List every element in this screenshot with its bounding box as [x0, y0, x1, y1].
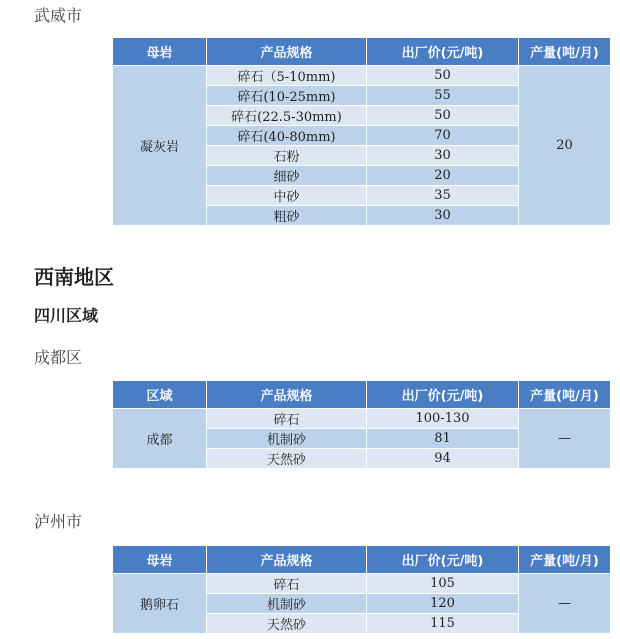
price-cell: 70 — [367, 126, 519, 146]
table-header-row — [113, 546, 611, 574]
column-header: 出厂价(元/吨) — [367, 38, 519, 66]
output-cell: 20 — [519, 66, 611, 226]
table-row — [113, 66, 611, 86]
price-cell: 81 — [367, 429, 519, 449]
product-spec-cell: 碎石(22.5-30mm) — [207, 106, 367, 126]
product-spec-cell: 中砂 — [207, 186, 367, 206]
price-cell: 20 — [367, 166, 519, 186]
product-spec-cell: 碎石(10-25mm) — [207, 86, 367, 106]
price-cell: 115 — [367, 614, 519, 634]
product-spec-cell: 碎石 — [207, 574, 367, 594]
column-header: 产品规格 — [207, 38, 367, 66]
product-spec-cell: 碎石 — [207, 409, 367, 429]
column-header: 区域 — [113, 381, 207, 409]
province-title: 四川区域 — [34, 306, 99, 325]
table-header-row — [113, 38, 611, 66]
price-cell: 35 — [367, 186, 519, 206]
column-header: 产品规格 — [207, 381, 367, 409]
table-row — [113, 574, 611, 594]
price-cell: 50 — [367, 66, 519, 86]
city-heading-wuwei: 武威市 — [34, 6, 83, 25]
price-table-wuwei — [112, 37, 611, 226]
rock-type-cell: 鹅卵石 — [113, 574, 207, 634]
product-spec-cell: 天然砂 — [207, 449, 367, 469]
price-table-chengdu — [112, 380, 611, 469]
column-header: 出厂价(元/吨) — [367, 546, 519, 574]
column-header: 出厂价(元/吨) — [367, 381, 519, 409]
city-heading-chengdu: 成都区 — [34, 348, 83, 367]
product-spec-cell: 天然砂 — [207, 614, 367, 634]
column-header: 产量(吨/月) — [519, 38, 611, 66]
product-spec-cell: 石粉 — [207, 146, 367, 166]
price-cell: 105 — [367, 574, 519, 594]
rock-type-cell: 凝灰岩 — [113, 66, 207, 226]
column-header: 产量(吨/月) — [519, 381, 611, 409]
column-header: 产量(吨/月) — [519, 546, 611, 574]
table-row — [113, 409, 611, 429]
price-cell: 30 — [367, 206, 519, 226]
product-spec-cell: 碎石（5-10mm) — [207, 66, 367, 86]
column-header: 母岩 — [113, 38, 207, 66]
product-spec-cell: 粗砂 — [207, 206, 367, 226]
product-spec-cell: 碎石(40-80mm) — [207, 126, 367, 146]
column-header: 母岩 — [113, 546, 207, 574]
price-cell: 120 — [367, 594, 519, 614]
table-header-row — [113, 381, 611, 409]
price-cell: 94 — [367, 449, 519, 469]
price-cell: 50 — [367, 106, 519, 126]
output-cell: — — [519, 574, 611, 634]
product-spec-cell: 机制砂 — [207, 594, 367, 614]
price-cell: 30 — [367, 146, 519, 166]
city-heading-luzhou: 泸州市 — [34, 512, 83, 531]
product-spec-cell: 细砂 — [207, 166, 367, 186]
column-header: 产品规格 — [207, 546, 367, 574]
output-cell: — — [519, 409, 611, 469]
price-cell: 100-130 — [367, 409, 519, 429]
price-table-luzhou — [112, 545, 611, 634]
price-cell: 55 — [367, 86, 519, 106]
rock-type-cell: 成都 — [113, 409, 207, 469]
region-title: 西南地区 — [34, 265, 114, 289]
product-spec-cell: 机制砂 — [207, 429, 367, 449]
